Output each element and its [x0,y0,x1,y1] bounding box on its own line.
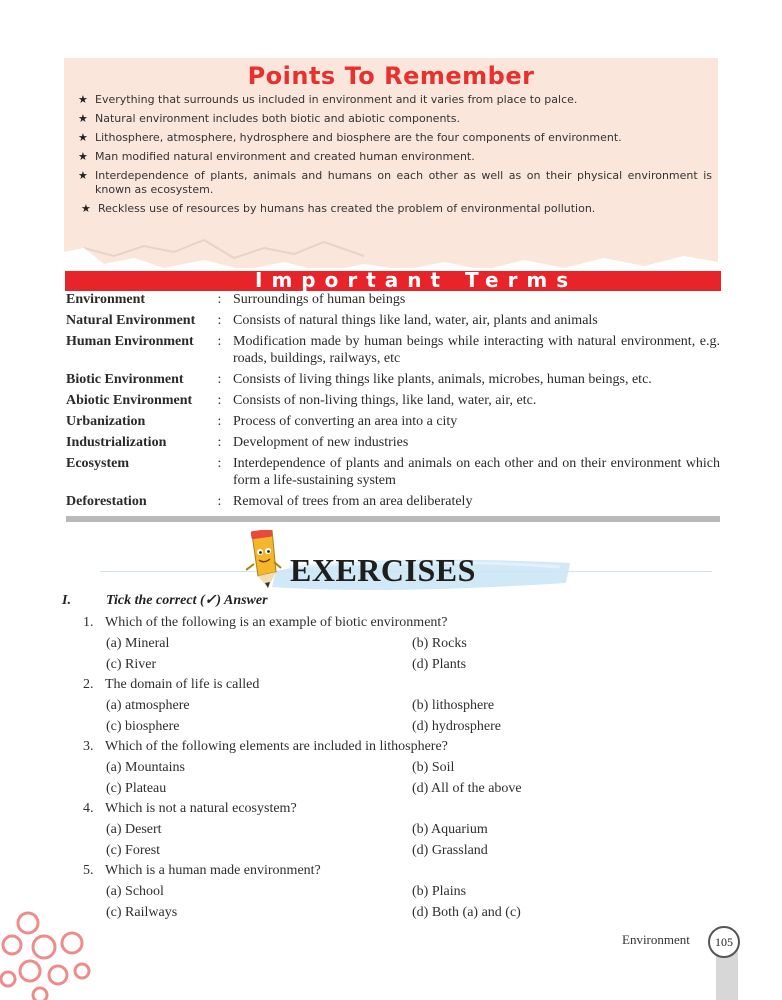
term-row [66,493,720,510]
points-list [78,93,712,221]
list-item: ★ Reckless use of resources by humans has created the problem of environmental pollution. [81,202,596,215]
list-item: ★ Lithosphere, atmosphere, hydrosphere and biosphere are the four components of environment. [78,131,622,144]
term-name: Natural Environment [66,313,196,328]
terms-list [66,291,720,514]
term-colon: : [217,334,222,349]
term-definition: Modification made by human beings while interacting with natural environment, e.g. roads, buildings, railways, etc [233,334,720,366]
question-label: Which of the following is an example of biotic environment? [105,615,448,630]
question-text [83,800,723,818]
question-text [83,614,723,632]
important-terms-title: Important Terms [255,268,578,292]
pencil-mascot-icon [246,530,282,590]
term-row [66,392,720,409]
answer-option[interactable]: (a) Desert [106,822,162,837]
question-number: 3. [83,739,94,754]
term-definition: Development of new industries [233,435,409,450]
term-colon: : [217,313,222,328]
answer-option[interactable]: (a) atmosphere [106,698,190,713]
list-item: ★ Natural environment includes both biotic and abiotic components. [78,112,460,125]
torn-paper-edge [64,218,718,274]
answer-option[interactable]: (d) Grassland [412,843,488,858]
answer-option[interactable]: (c) River [106,657,157,672]
answer-option[interactable]: (c) Railways [106,905,178,920]
answer-option[interactable]: (b) Plains [412,884,467,899]
answer-option[interactable]: (a) Mountains [106,760,185,775]
answer-option[interactable]: (b) Aquarium [412,822,488,837]
term-row [66,333,720,367]
term-row [66,434,720,451]
answer-option[interactable]: (b) Rocks [412,636,467,651]
term-row [66,371,720,388]
term-definition: Surroundings of human beings [233,292,406,307]
term-name: Deforestation [66,494,147,509]
chapter-label: Environment [622,932,690,947]
term-row [66,291,720,308]
term-definition: Consists of non-living things, like land, water, air, etc. [233,393,537,408]
list-item: ★ Everything that surrounds us included in environment and it varies from place to palce. [78,93,578,106]
answer-option[interactable]: (c) Forest [106,843,161,858]
list-item: ★ Interdependence of plants, animals and humans on each other as well as on their physical environment is known as ecosystem. [78,169,712,196]
term-colon: : [217,494,222,509]
question-number: 1. [83,615,94,630]
divider [66,516,720,522]
term-colon: : [217,372,222,387]
points-to-remember-title: Points To Remember [247,62,535,90]
term-definition: Removal of trees from an area deliberately [233,494,473,509]
term-name: Biotic Environment [66,372,184,387]
term-colon: : [217,292,222,307]
term-name: Environment [66,292,146,307]
list-item: ★ Man modified natural environment and created human environment. [78,150,475,163]
question-text [83,676,723,694]
term-row [66,455,720,489]
star-icon: ★ [78,112,88,125]
term-colon: : [217,393,222,408]
term-row [66,312,720,329]
question-number: 2. [83,677,94,692]
star-icon: ★ [78,131,88,144]
term-definition: Consists of living things like plants, animals, microbes, human beings, etc. [233,372,652,387]
star-icon: ★ [78,93,88,106]
answer-option[interactable]: (b) Soil [412,760,455,775]
answer-option[interactable]: (c) Plateau [106,781,167,796]
term-definition: Process of converting an area into a city [233,414,458,429]
term-name: Ecosystem [66,456,129,471]
question-label: Which is a human made environment? [105,863,321,878]
question-number: 4. [83,801,94,816]
decorative-bubbles [0,905,100,1000]
page-number: 105 [708,926,740,958]
term-name: Industrialization [66,435,167,450]
question-label: The domain of life is called [105,677,260,692]
question-text [83,738,723,756]
answer-option[interactable]: (c) biosphere [106,719,180,734]
term-row [66,413,720,430]
term-colon: : [217,456,222,471]
star-icon: ★ [78,169,88,182]
term-name: Human Environment [66,334,194,349]
term-definition: Consists of natural things like land, water, air, plants and animals [233,313,598,328]
star-icon: ★ [81,202,91,215]
answer-option[interactable]: (d) Both (a) and (c) [412,905,521,920]
answer-option[interactable]: (d) Plants [412,657,467,672]
question-label: Which is not a natural ecosystem? [105,801,297,816]
term-colon: : [217,435,222,450]
star-icon: ★ [78,150,88,163]
question-label: Which of the following elements are included in lithosphere? [105,739,448,754]
section-heading: I. Tick the correct (✓) Answer [62,593,268,608]
answer-option[interactable]: (b) lithosphere [412,698,495,713]
term-definition: Interdependence of plants and animals on each other and on their environment which form a life-sustaining system [233,456,720,488]
exercises-title: EXERCISES [290,552,476,588]
question-text [83,862,723,880]
term-name: Urbanization [66,414,146,429]
answer-option[interactable]: (a) School [106,884,164,899]
answer-option[interactable]: (d) All of the above [412,781,522,796]
term-colon: : [217,414,222,429]
question-number: 5. [83,863,94,878]
answer-option[interactable]: (a) Mineral [106,636,170,651]
term-name: Abiotic Environment [66,393,193,408]
answer-option[interactable]: (d) hydrosphere [412,719,502,734]
